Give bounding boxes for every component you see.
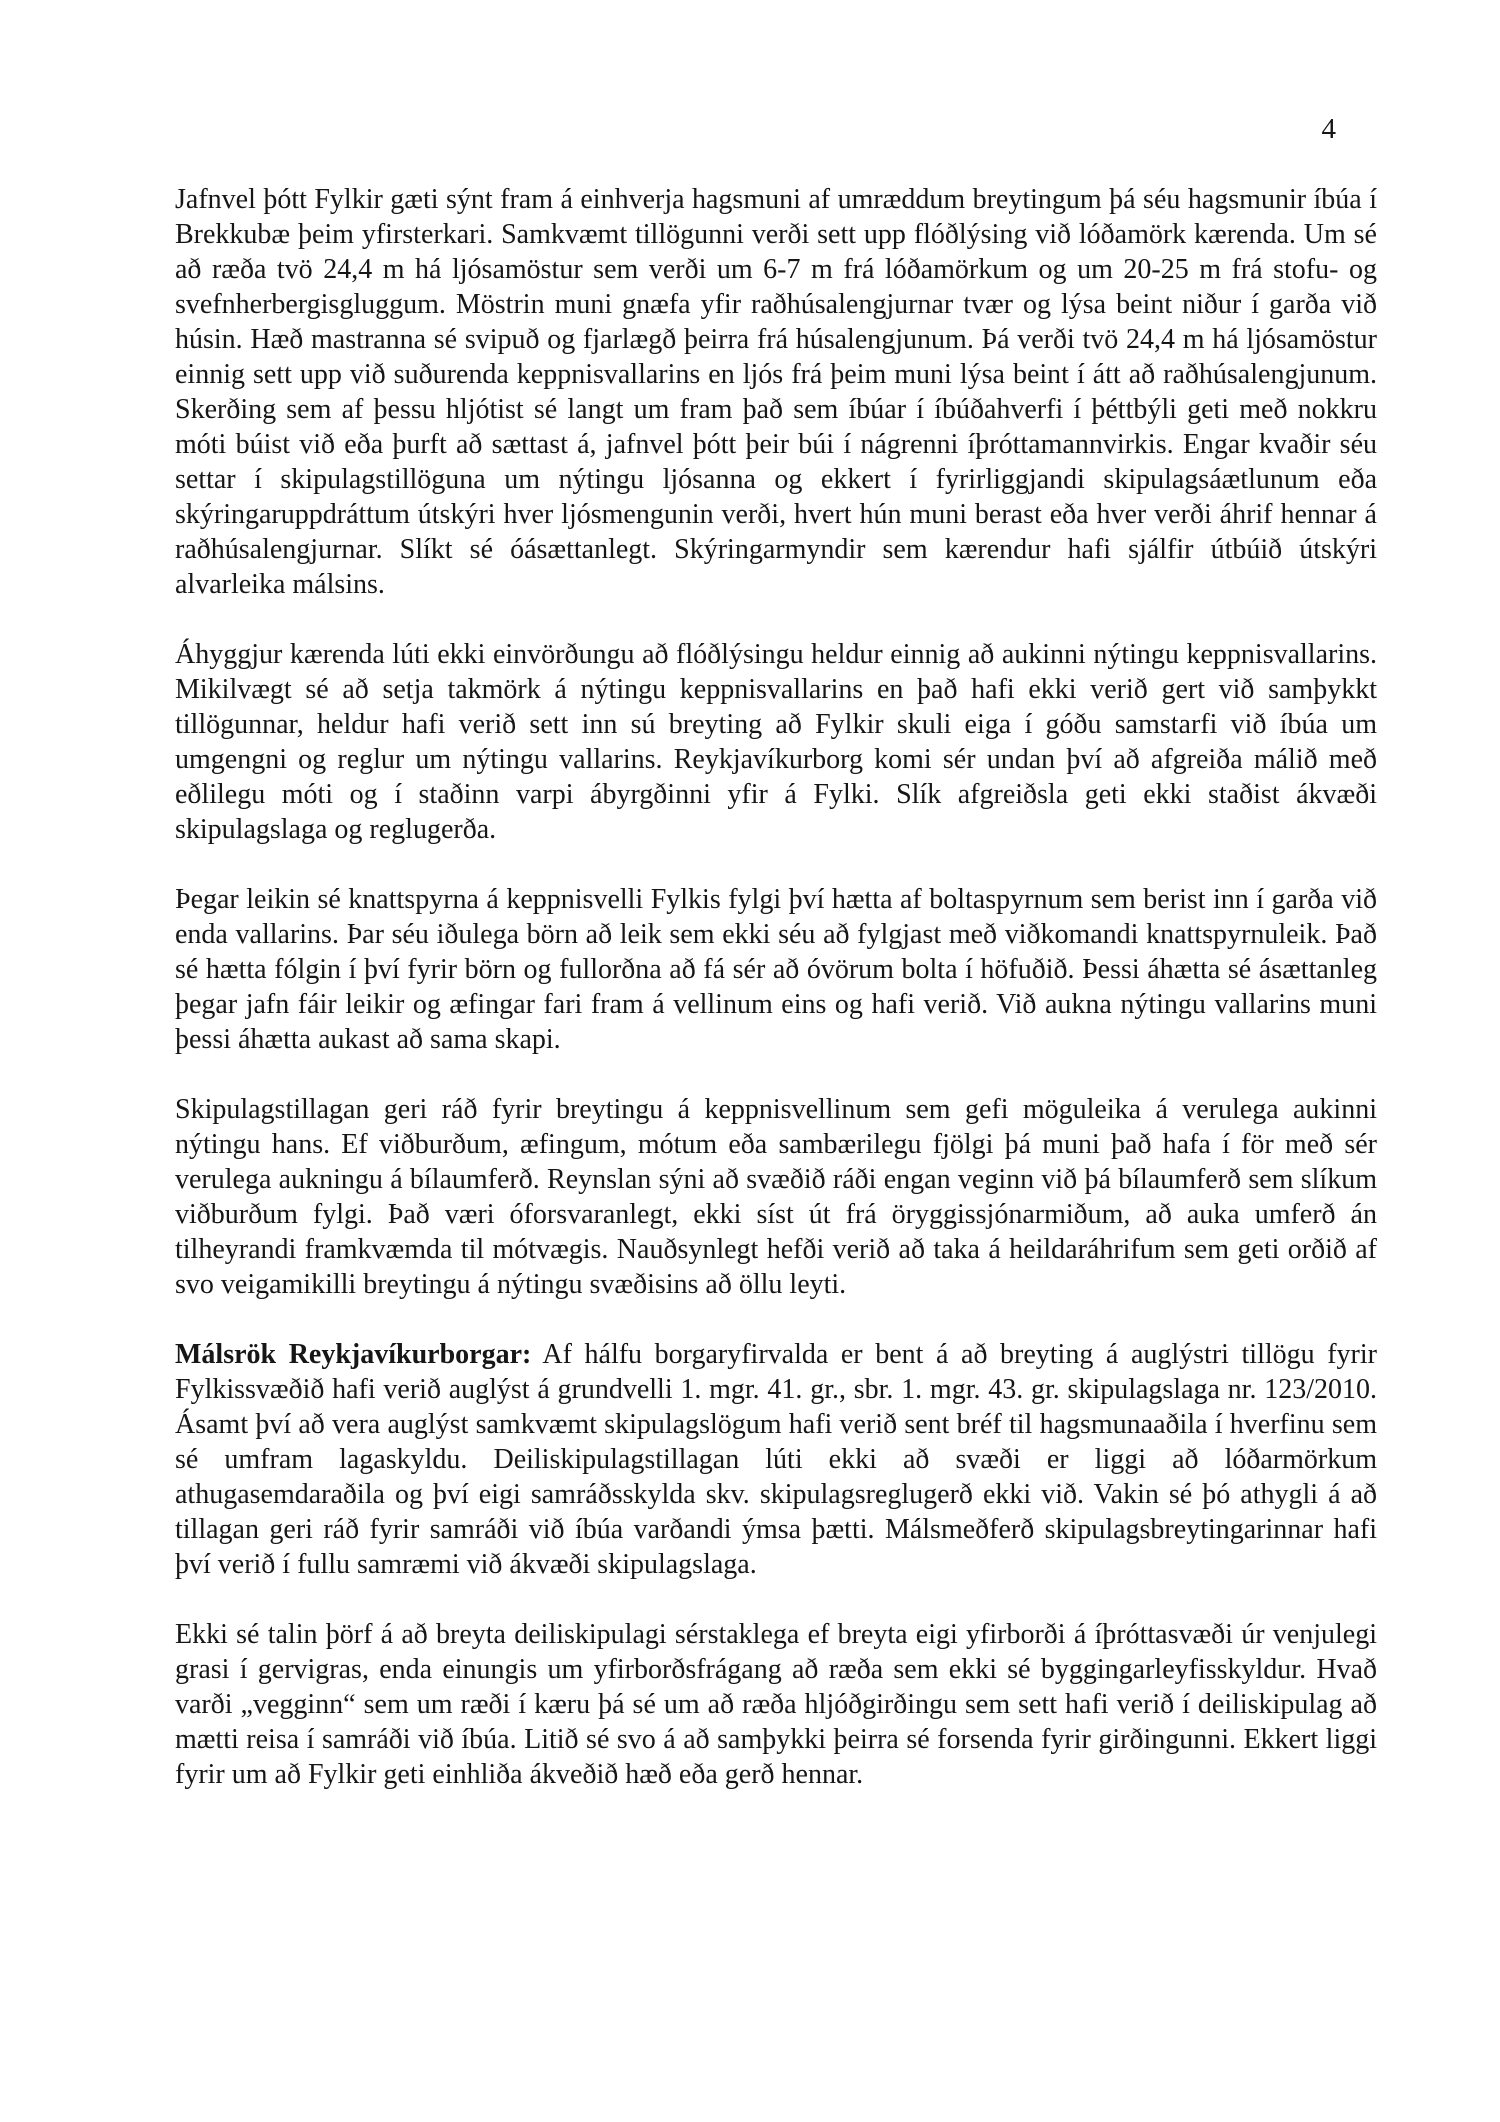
paragraph-bilaumferd: Skipulagstillagan geri ráð fyrir breytingu á keppnisvellinum sem gefi möguleika á verulega aukinni nýtingu hans. Ef viðburðum, æfingum, mótum eða sambærilegu fjölgi þá muni það hafa í för með sér verulega aukningu á bílaumferð. Reynslan sýni að svæðið ráði engan veginn við þá bílaumferð sem slíkum viðburðum fylgi. Það væri óforsvaranlegt, ekki síst út frá öryggissjónarmiðum, að auka umferð án tilheyrandi framkvæmda til mótvægis. Nauðsynlegt hefði verið að taka á heildaráhrifum sem geti orðið af svo veigamikilli breytingu á nýtingu svæðisins að öllu leyti.	[175, 1094, 1377, 1300]
paragraph-knattspyrna-haetta: Þegar leikin sé knattspyrna á keppnisvelli Fylkis fylgi því hætta af boltaspyrnum sem berist inn í garða við enda vallarins. Þar séu iðulega börn að leik sem ekki séu að fylgjast með viðkomandi knattspyrnuleik. Það sé hætta fólgin í því fyrir börn og fullorðna að fá sér að óvörum bolta í höfuðið. Þessi áhætta sé ásættanleg þegar jafn fáir leikir og æfingar fari fram á vellinum eins og hafi verið. Við aukna nýtingu vallarins muni þessi áhætta aukast að sama skapi.	[175, 884, 1377, 1055]
paragraph-text: Af hálfu borgaryfirvalda er bent á að breyting á auglýstri tillögu fyrir Fylkissvæðið hafi verið auglýst á grundvelli 1. mgr. 41. gr., sbr. 1. mgr. 43. gr. skipulagslaga nr. 123/2010. Ásamt því að vera auglýst samkvæmt skipulagslögum hafi verið sent bréf til hagsmunaaðila í hverfinu sem sé umfram lagaskyldu. Deiliskipulagstillagan lúti ekki að svæði er liggi að lóðarmörkum athugasemdaraðila og því eigi samráðsskylda skv. skipulagsreglugerð ekki við. Vakin sé þó athygli á að tillagan geri ráð fyrir samráði við íbúa varðandi ýmsa þætti. Málsmeðferð skipulagsbreytingarinnar hafi því verið í fullu samræmi við ákvæði skipulagslaga.	[175, 1339, 1377, 1580]
page-number: 4	[1321, 113, 1336, 145]
document-body	[175, 182, 1377, 1792]
paragraph-hagsmunir-flodlysing: Jafnvel þótt Fylkir gæti sýnt fram á einhverja hagsmuni af umræddum breytingum þá séu hagsmunir íbúa í Brekkubæ þeim yfirsterkari. Samkvæmt tillögunni verði sett upp flóðlýsing við lóðamörk kærenda. Um sé að ræða tvö 24,4 m há ljósamöstur sem verði um 6-7 m frá lóðamörkum og um 20-25 m frá stofu- og svefnherbergisgluggum. Möstrin muni gnæfa yfir raðhúsalengjurnar tvær og lýsa beint niður í garða við húsin. Hæð mastranna sé svipuð og fjarlægð þeirra frá húsalengjunum. Þá verði tvö 24,4 m há ljósamöstur einnig sett upp við suðurenda keppnisvallarins en ljós frá þeim muni lýsa beint í átt að raðhúsalengjunum. Skerðing sem af þessu hljótist sé langt um fram það sem íbúar í íbúðahverfi í þéttbýli geti með nokkru móti búist við eða þurft að sættast á, jafnvel þótt þeir búi í nágrenni íþróttamannvirkis. Engar kvaðir séu settar í skipulagstillöguna um nýtingu ljósanna og ekkert í fyrirliggjandi skipulagsáætlunum eða skýringaruppdráttum útskýri hver ljósmengunin verði, hvert hún muni berast eða hver verði áhrif hennar á raðhúsalengjurnar. Slíkt sé óásættanlegt. Skýringarmyndir sem kærendur hafi sjálfir útbúið útskýri alvarleika málsins.	[175, 184, 1377, 600]
paragraph-ahyggjur-nyting: Áhyggjur kærenda lúti ekki einvörðungu að flóðlýsingu heldur einnig að aukinni nýtingu keppnisvallarins. Mikilvægt sé að setja takmörk á nýtingu keppnisvallarins en það hafi ekki verið gert við samþykkt tillögunnar, heldur hafi verið sett inn sú breyting að Fylkir skuli eiga í góðu samstarfi við íbúa um umgengni og reglur um nýtingu vallarins. Reykjavíkurborg komi sér undan því að afgreiða málið með eðlilegu móti og í staðinn varpi ábyrgðinni yfir á Fylki. Slík afgreiðsla geti ekki staðist ákvæði skipulagslaga og reglugerða.	[175, 639, 1377, 845]
paragraph-deiliskipulag-veggur: Ekki sé talin þörf á að breyta deiliskipulagi sérstaklega ef breyta eigi yfirborði á íþróttasvæði úr venjulegi grasi í gervigras, enda einungis um yfirborðsfrágang að ræða sem ekki sé byggingarleyfisskyldur. Hvað varði „vegginn“ sem um ræði í kæru þá sé um að ræða hljóðgirðingu sem sett hafi verið í deiliskipulag að mætti reisa í samráði við íbúa. Litið sé svo á að samþykki þeirra sé forsenda fyrir girðingunni. Ekkert liggi fyrir um að Fylkir geti einhliða ákveðið hæð eða gerð hennar.	[175, 1619, 1377, 1790]
paragraph-lead-bold: Málsrök Reykjavíkurborgar:	[175, 1339, 532, 1370]
paragraph-malsrok-reykjavikurborgar	[175, 1337, 1377, 1582]
